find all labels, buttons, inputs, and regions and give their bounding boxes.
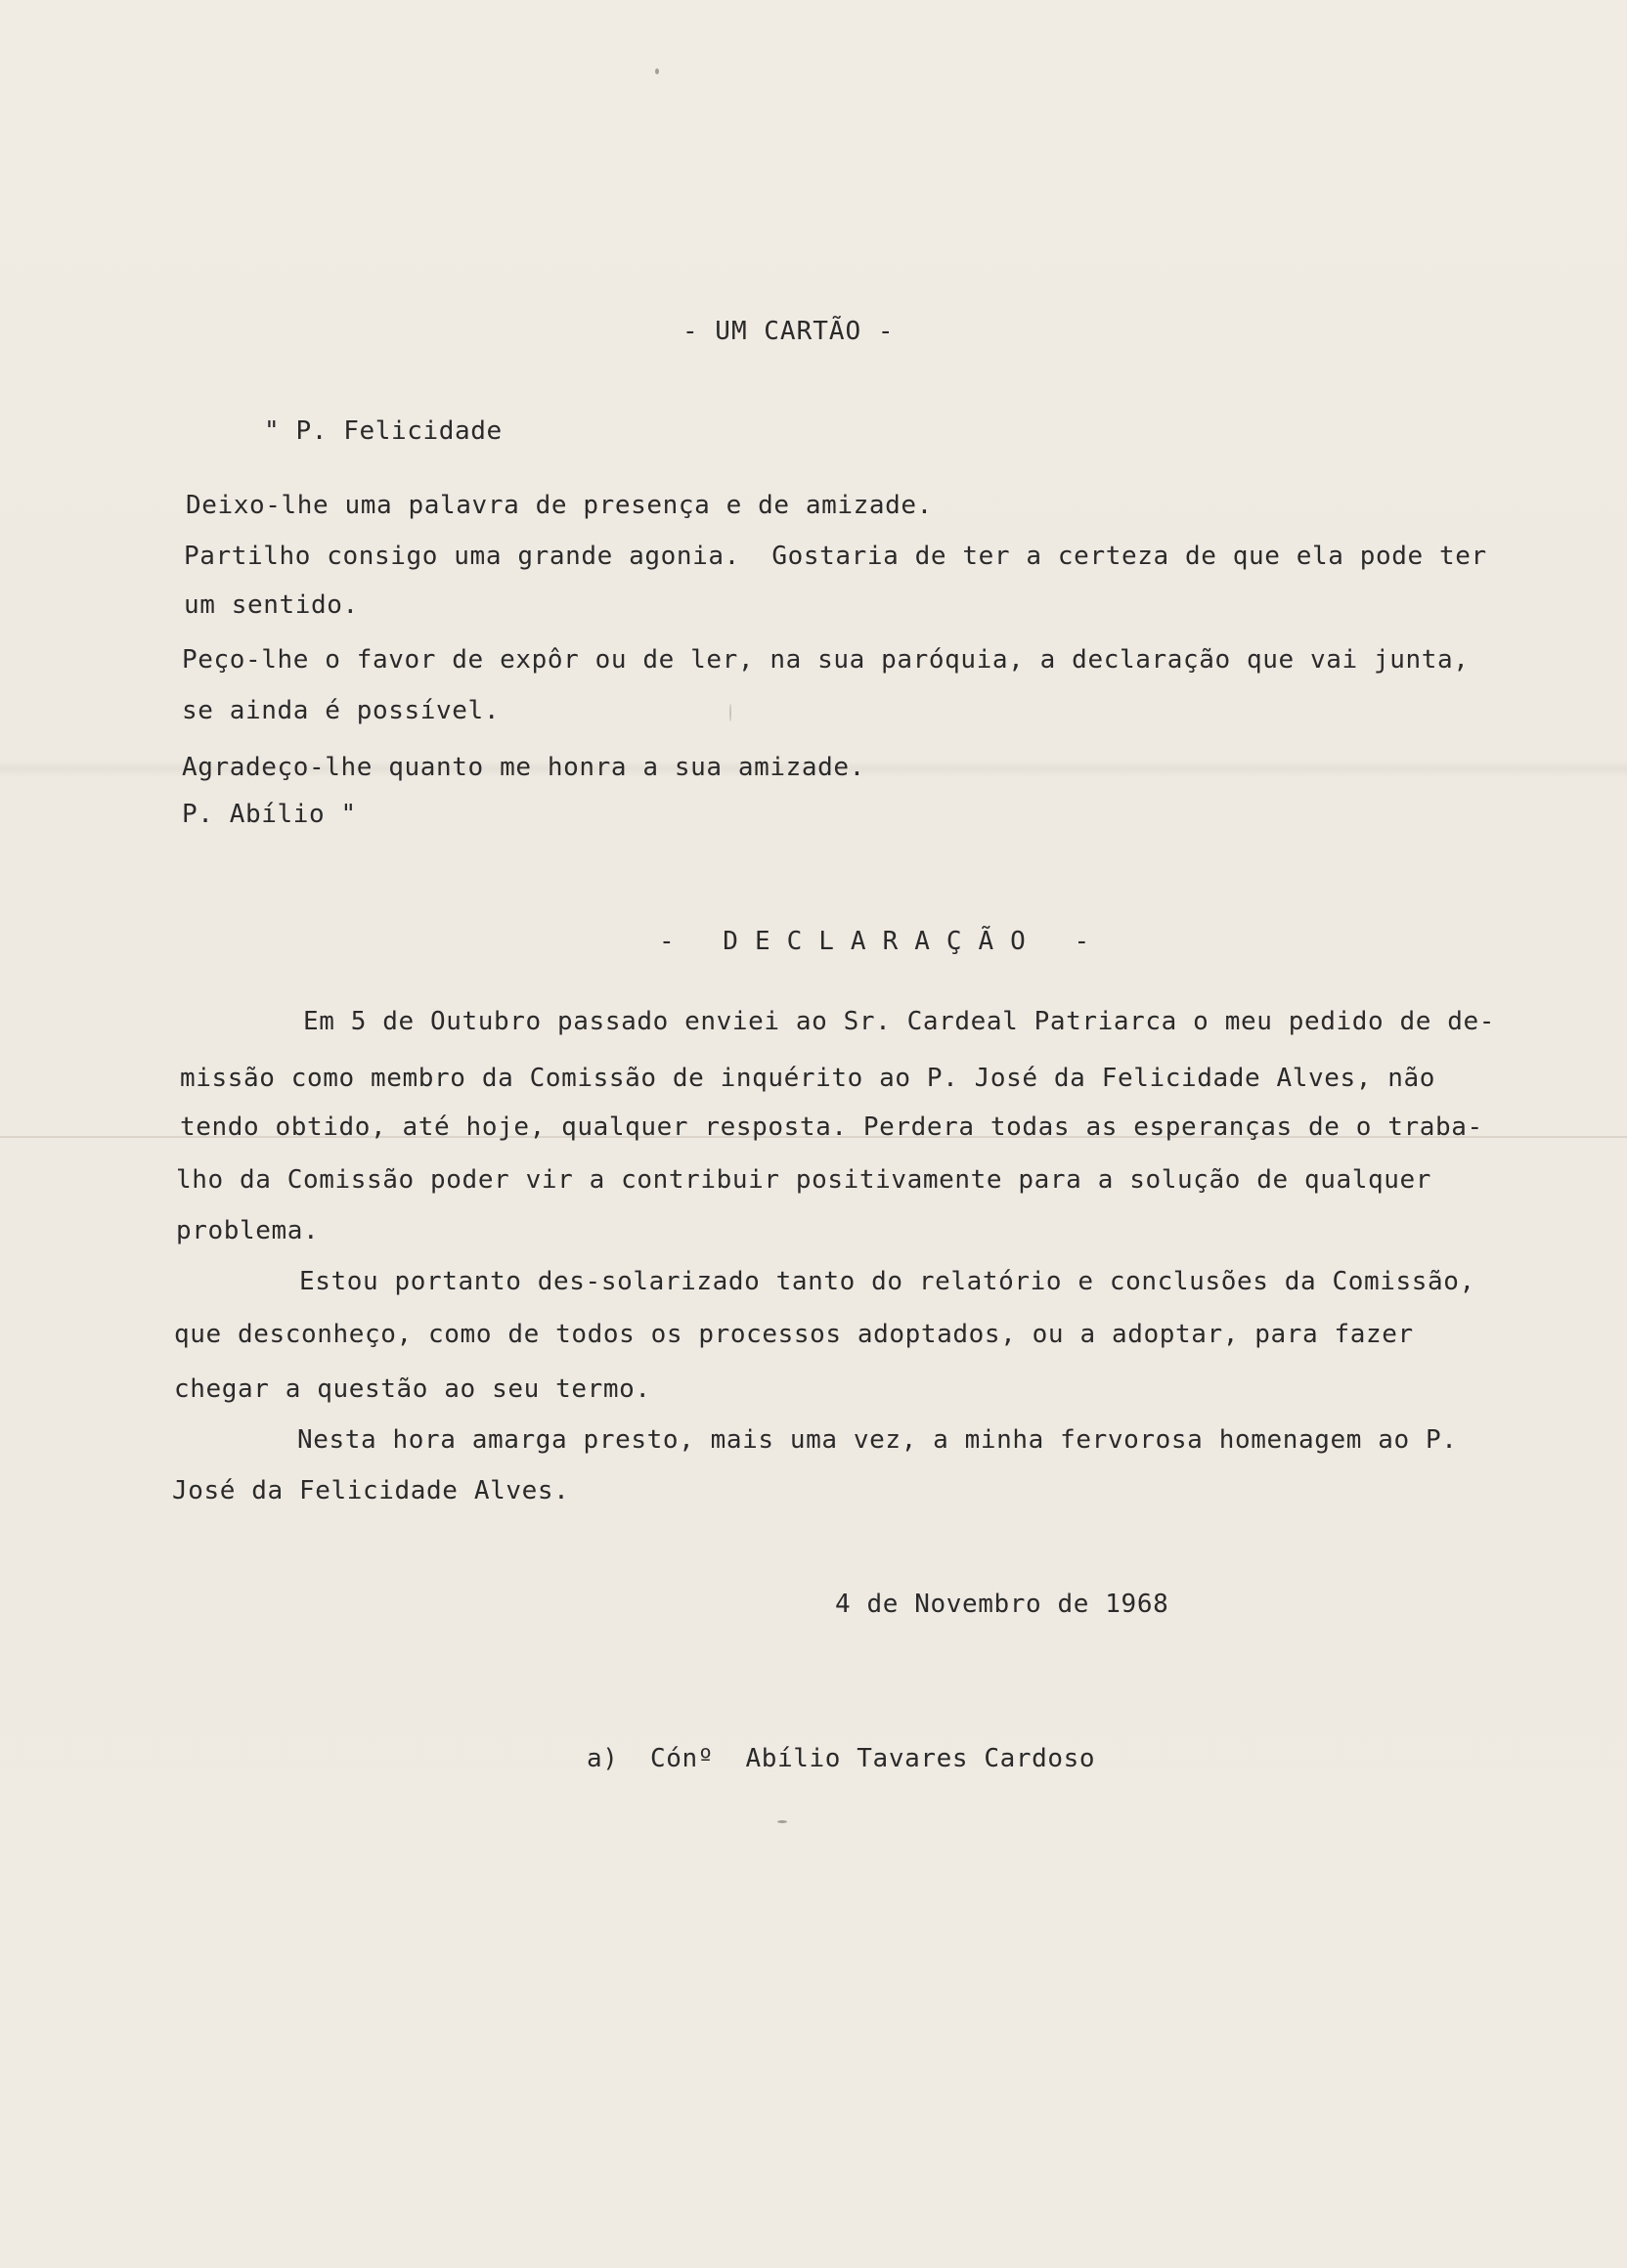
declaration-line-3: tendo obtido, até hoje, qualquer resposta. Perdera todas as esperanças de o traba- <box>180 1112 1483 1142</box>
declaration-line-10: José da Felicidade Alves. <box>172 1476 570 1505</box>
declaration-line-5: problema. <box>176 1216 320 1245</box>
card-signature: P. Abílio " <box>182 800 357 829</box>
card-line-5: se ainda é possível. <box>182 696 501 725</box>
card-line-2: Partilho consigo uma grande agonia. Gostaria de ter a certeza de que ela pode ter <box>184 542 1487 571</box>
declaration-line-4: lho da Comissão poder vir a contribuir positivamente para a solução de qualquer <box>176 1165 1432 1195</box>
declaration-line-7: que desconheço, como de todos os processos adoptados, ou a adoptar, para fazer <box>174 1320 1414 1349</box>
paper-speck <box>729 704 731 721</box>
declaration-line-9: Nesta hora amarga presto, mais uma vez, a minha fervorosa homenagem ao P. <box>297 1425 1458 1455</box>
card-line-1: Deixo-lhe uma palavra de presença e de amizade. <box>186 491 933 520</box>
card-line-4: Peço-lhe o favor de expôr ou de ler, na sua paróquia, a declaração que vai junta, <box>182 645 1470 675</box>
card-title: - UM CARTÃO - <box>682 317 895 346</box>
declaration-line-1: Em 5 de Outubro passado enviei ao Sr. Cardeal Patriarca o meu pedido de de- <box>303 1007 1495 1036</box>
declaration-signature: a) Cónº Abílio Tavares Cardoso <box>587 1744 1096 1773</box>
declaration-date: 4 de Novembro de 1968 <box>835 1590 1169 1619</box>
paper-speck <box>655 68 659 74</box>
declaration-line-2: missão como membro da Comissão de inquérito ao P. José da Felicidade Alves, não <box>180 1064 1436 1093</box>
declaration-line-8: chegar a questão ao seu termo. <box>174 1374 651 1404</box>
card-line-3: um sentido. <box>184 590 359 620</box>
declaration-title: - DECLARAÇÃO - <box>659 927 1107 956</box>
declaration-line-6: Estou portanto des-solarizado tanto do relatório e conclusões da Comissão, <box>299 1267 1475 1296</box>
card-salutation: " P. Felicidade <box>264 416 503 446</box>
paper-speck <box>777 1820 787 1823</box>
card-line-6: Agradeço-lhe quanto me honra a sua amizade. <box>182 753 865 782</box>
